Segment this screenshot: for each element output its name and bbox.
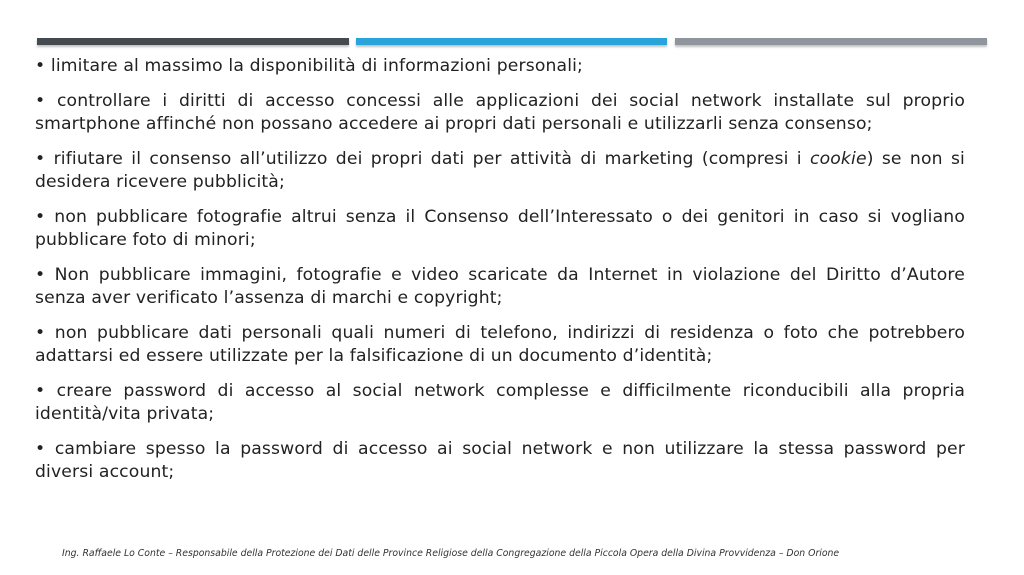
bullet-item: • limitare al massimo la disponibilità di informazioni personali; xyxy=(35,56,583,76)
bullet-item: • creare password di accesso al social network complesse e difficilmente riconducibili alla propria identità/vita privata; xyxy=(35,381,965,424)
header-bar-dark xyxy=(37,38,349,45)
bullet-emphasis: cookie xyxy=(810,149,867,169)
bullet-text: ) se non si desidera ricevere pubblicità; xyxy=(35,149,965,192)
bullet-item: • controllare i diritti di accesso concessi alle applicazioni dei social network installate sul proprio smartphone affinché non possano accedere ai propri dati personali e utilizzarli senza consenso; xyxy=(35,91,965,134)
footer-credit: Ing. Raffaele Lo Conte – Responsabile della Protezione dei Dati delle Province Religiose della Congregazione della Piccola Opera della Divina Provvidenza – Don Orione xyxy=(62,548,840,559)
bullet-list xyxy=(35,55,965,496)
header-decoration-bars xyxy=(37,38,987,48)
bullet-item xyxy=(35,148,965,194)
bullet-item: • non pubblicare fotografie altrui senza il Consenso dell’Interessato o dei genitori in caso si vogliano pubblicare foto di minori; xyxy=(35,207,965,250)
bullet-item: • Non pubblicare immagini, fotografie e video scaricate da Internet in violazione del Diritto d’Autore senza aver verificato l’assenza di marchi e copyright; xyxy=(35,265,965,308)
bullet-text: • rifiutare il consenso all’utilizzo dei propri dati per attività di marketing (compresi i xyxy=(35,149,810,169)
bullet-item: • non pubblicare dati personali quali numeri di telefono, indirizzi di residenza o foto che potrebbero adattarsi ed essere utilizzate per la falsificazione di un documento d’identità; xyxy=(35,323,965,366)
header-bar-gray xyxy=(675,38,987,45)
header-bar-blue xyxy=(356,38,667,45)
bullet-item: • cambiare spesso la password di accesso ai social network e non utilizzare la stessa password per diversi account; xyxy=(35,439,965,482)
